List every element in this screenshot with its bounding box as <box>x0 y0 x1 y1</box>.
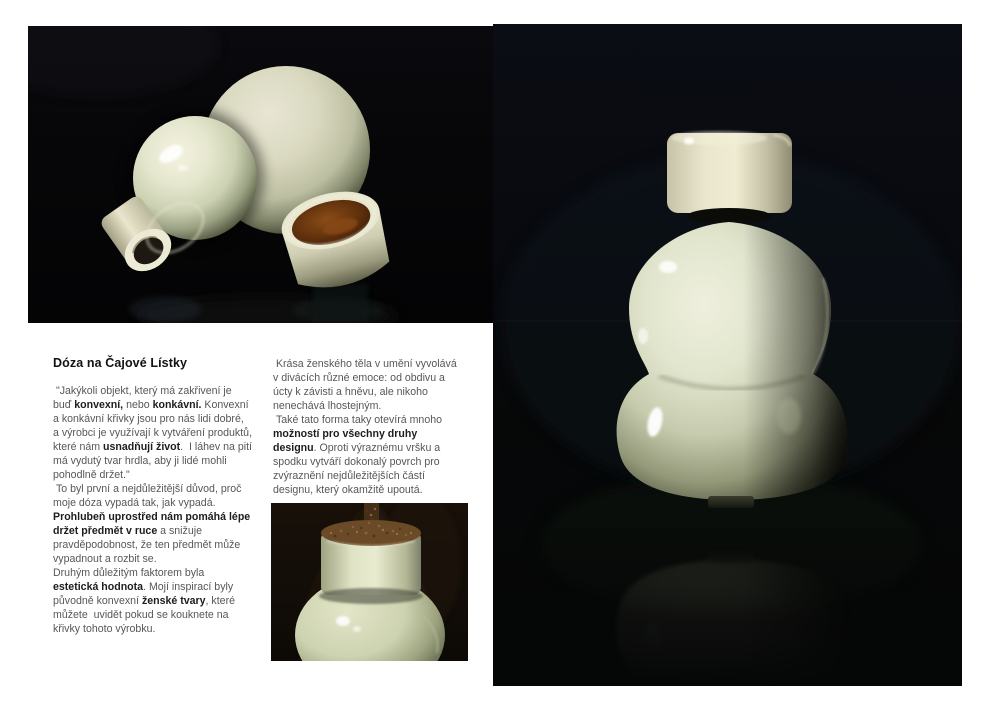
paragraph-design-reasons: To byl první a nejdůležitější důvod, proč moje dóza vypadá tak, jak vypadá. Prohlubeň uprostřed nám pomáhá lépe držet předmět v ruce a snižuje pravděpodobnost, že ten předmět může vypadnout a rozbit se. Druhým důležitým faktorem byla estetická hodnota. Mojí inspirací byly původně konvexní ženské tvary, které můžete uvidět pokud se kouknete na křivky tohoto výrobku. <box>53 483 254 635</box>
text-column-left <box>53 356 255 636</box>
photo-vessel-standing <box>493 24 962 686</box>
paragraph-design-possibilities: Také tato forma taky otevírá mnoho možností pro všechny druhy designu. Oproti výraznému vršku a spodku vytváří dokonalý povrch pro zvýraznění nejdůležitějších částí designu, který okamžitě upoutá. <box>273 414 445 496</box>
paragraph-convex-concave: "Jakýkoli objekt, který má zakřivení je buď konvexní, nebo konkávní. Konvexní a konkávní křivky jsou pro nás lidi dobré, a výrobci je využívají k vytváření produktů, které nám usnadňují život. I láhev na pití má vydutý tvar hrdla, aby ji lidé mohli pohodlně držet." <box>53 385 255 481</box>
photo-vessel-lying <box>28 26 493 323</box>
paragraph-female-form: Krása ženského těla v umění vyvolává v divácích různé emoce: od obdivu a úcty k závisti a hněvu, ale nikoho nenechává lhostejným. <box>273 358 460 412</box>
page-title: Dóza na Čajové Lístky <box>53 356 188 370</box>
photo-tea-pouring <box>271 503 468 661</box>
text-column-right <box>273 357 463 497</box>
